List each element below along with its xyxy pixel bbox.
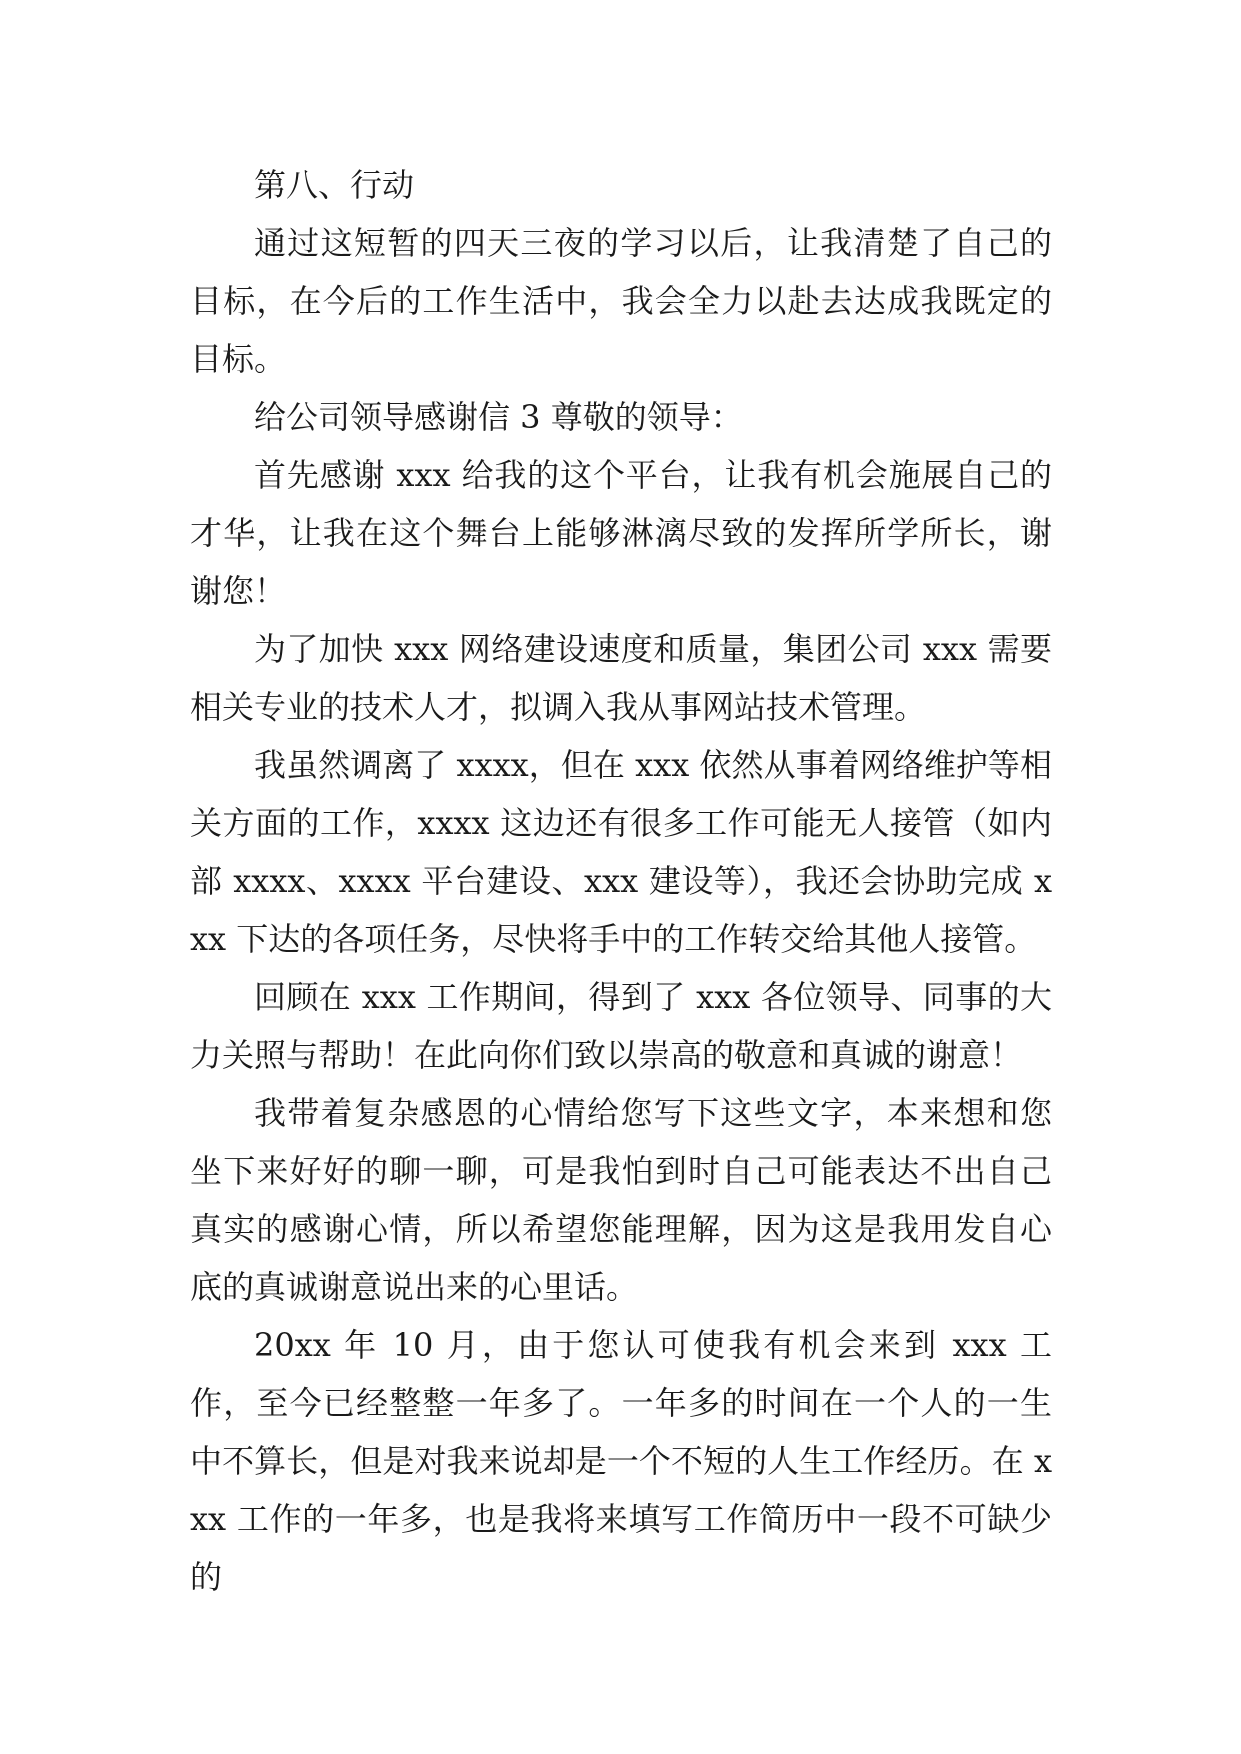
paragraph-handover: 我虽然调离了 xxxx，但在 xxx 依然从事着网络维护等相关方面的工作，xxxx 这边还有很多工作可能无人接管（如内部 xxxx、xxxx 平台建设、xxx 建设等），我还会协助完成 xxx 下达的各项任务，尽快将手中的工作转交给其他人接管。 [190,746,1052,958]
paragraph-feelings: 我带着复杂感恩的心情给您写下这些文字，本来想和您坐下来好好的聊一聊，可是我怕到时自己可能表达不出自己真实的感谢心情，所以希望您能理解，因为这是我用发自心底的真诚谢意说出来的心里话。 [190,1094,1052,1306]
paragraph-gratitude: 回顾在 xxx 工作期间，得到了 xxx 各位领导、同事的大力关照与帮助！在此向你们致以崇高的敬意和真诚的谢意！ [190,978,1052,1074]
paragraph-work-history: 20xx 年 10 月，由于您认可使我有机会来到 xxx 工作，至今已经整整一年多了。一年多的时间在一个人的一生中不算长，但是对我来说却是一个不短的人生工作经历。在 xxx 工作的一年多，也是我将来填写工作简历中一段不可缺少的 [190,1326,1052,1596]
paragraph-transfer-reason: 为了加快 xxx 网络建设速度和质量，集团公司 xxx 需要相关专业的技术人才，拟调入我从事网站技术管理。 [190,630,1052,726]
document-body [190,156,1052,1606]
paragraph-section-heading: 第八、行动 [254,166,415,204]
paragraph-letter-heading: 给公司领导感谢信 3 尊敬的领导： [254,398,743,436]
paragraph-thanks-platform: 首先感谢 xxx 给我的这个平台，让我有机会施展自己的才华，让我在这个舞台上能够淋漓尽致的发挥所学所长，谢谢您！ [190,456,1052,610]
paragraph-learning-goal: 通过这短暂的四天三夜的学习以后，让我清楚了自己的目标，在今后的工作生活中，我会全力以赴去达成我既定的目标。 [190,224,1052,378]
